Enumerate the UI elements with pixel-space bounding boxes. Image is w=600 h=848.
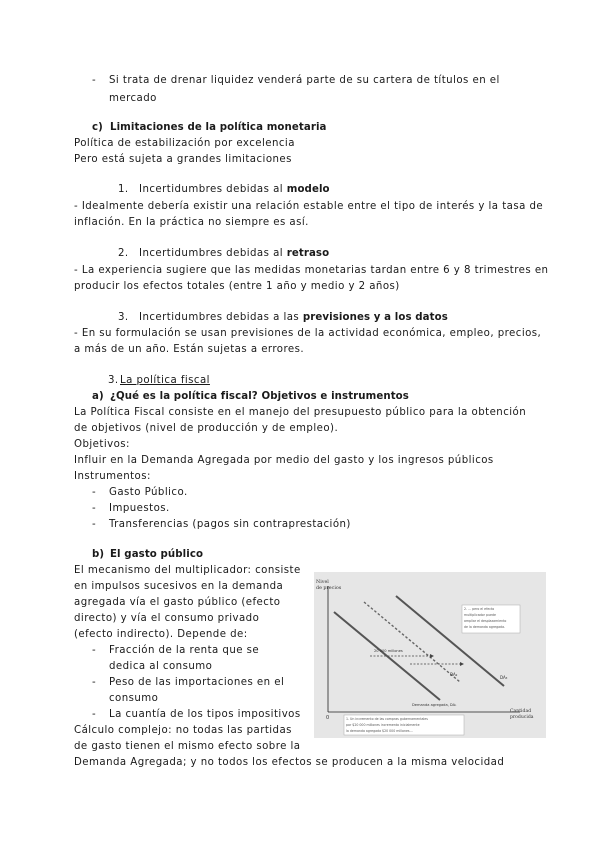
bullet-dash: -	[92, 519, 97, 530]
section-a-heading: ¿Qué es la política fiscal? Objetivos e instrumentos	[110, 391, 409, 402]
paragraph-line: (efecto indirecto). Depende de:	[74, 629, 248, 640]
aggregate-demand-figure	[314, 572, 546, 738]
bullet-dash: -	[92, 709, 97, 720]
curve-da3-label: DA₃	[500, 675, 508, 680]
item-heading-delay: Incertidumbres debidas al retraso	[139, 248, 330, 259]
paragraph-line: La Política Fiscal consiste en el manejo del presupuesto público para la obtención	[74, 407, 527, 418]
note-bottom-text: 1. Un incremento de las compras gubernamentales	[346, 717, 428, 721]
paragraph-line: - La experiencia sugiere que las medidas monetarias tardan entre 6 y 8 trimestres en	[74, 265, 549, 276]
y-axis-label: Nivel	[316, 580, 329, 585]
paragraph-line: - En su formulación se usan previsiones de la actividad económica, empleo, precios,	[74, 328, 542, 339]
factor-item: Fracción de la renta que se	[109, 645, 260, 656]
paragraph-line: producir los efectos totales (entre 1 año y medio y 2 años)	[74, 281, 400, 292]
note-top-text: multiplicador puede	[464, 613, 496, 617]
paragraph-line: inflación. En la práctica no siempre es así.	[74, 217, 309, 228]
bullet-dash: -	[92, 487, 97, 498]
paragraph-line: Pero está sujeta a grandes limitaciones	[74, 154, 292, 165]
x-axis-label: Cantidad	[510, 709, 532, 714]
paragraph-line: en impulsos sucesivos en la demanda	[74, 581, 284, 592]
curve-da2-label: DA₂	[450, 672, 458, 677]
arrow-head-icon	[430, 654, 434, 658]
paragraph-line: El mecanismo del multiplicador: consiste	[74, 565, 301, 576]
objectives-text: Influir en la Demanda Agregada por medio del gasto y los ingresos públicos	[74, 455, 494, 466]
item-number: 1.	[118, 184, 129, 195]
section-c-heading: Limitaciones de la política monetaria	[110, 122, 327, 133]
curve-da1-label: Demanda agregada, DA₁	[412, 703, 457, 707]
liquidity-text-line1: Si trata de drenar liquidez venderá parte de su cartera de títulos en el	[109, 75, 500, 86]
factor-item: La cuantía de los tipos impositivos	[109, 709, 301, 720]
instrument-item: Impuestos.	[109, 503, 170, 514]
section-c-letter: c)	[92, 122, 103, 133]
instrument-item: Transferencias (pagos sin contraprestación)	[109, 519, 351, 530]
bullet-dash: -	[92, 645, 97, 656]
paragraph-line: a más de un año. Están sujetas a errores.	[74, 344, 305, 355]
instrument-item: Gasto Público.	[109, 487, 188, 498]
origin-label: 0	[326, 715, 330, 721]
aggregate-demand-diagram	[314, 572, 546, 738]
objectives-label: Objetivos:	[74, 439, 130, 450]
note-bottom-text: por $20 000 millones incrementa inicialmente	[346, 723, 420, 727]
curve-da2	[364, 602, 460, 682]
bullet-dash: -	[92, 75, 97, 86]
paragraph-line: de gasto tienen el mismo efecto sobre la	[74, 741, 301, 752]
section-b-heading: El gasto público	[110, 549, 204, 560]
bullet-dash: -	[92, 677, 97, 688]
section-3-title: La política fiscal	[120, 375, 210, 386]
note-top-text: 2. ... pero el efecto	[464, 607, 495, 611]
factor-item: dedica al consumo	[109, 661, 213, 672]
note-top-text: ampliar el desplazamiento	[464, 619, 507, 623]
item-number: 2.	[118, 248, 129, 259]
section-a-letter: a)	[92, 391, 104, 402]
amount-label: 20 000 millones	[374, 649, 403, 653]
paragraph-line: directo) y vía el consumo privado	[74, 613, 260, 624]
paragraph-line: Cálculo complejo: no todas las partidas	[74, 725, 292, 736]
instruments-label: Instrumentos:	[74, 471, 151, 482]
arrow-head-icon	[460, 662, 464, 666]
paragraph-line: de objetivos (nivel de producción y de empleo).	[74, 423, 339, 434]
paragraph-line: - Idealmente debería existir una relación estable entre el tipo de interés y la tasa de	[74, 201, 544, 212]
y-axis-label: de precios	[316, 586, 342, 591]
factor-item: consumo	[109, 693, 159, 704]
x-axis-label: producida	[510, 715, 534, 720]
paragraph-line: Política de estabilización por excelencia	[74, 138, 295, 149]
paragraph-line: Demanda Agregada; y no todos los efectos se producen a la misma velocidad	[74, 757, 505, 768]
item-heading-forecasts: Incertidumbres debidas a las previsiones y a los datos	[139, 312, 448, 323]
liquidity-text-line2: mercado	[109, 93, 157, 104]
item-number: 3.	[118, 312, 129, 323]
note-bottom-text: la demanda agregada $20 000 millones...	[346, 729, 413, 733]
factor-item: Peso de las importaciones en el	[109, 677, 285, 688]
note-top-text: de la demanda agregada.	[464, 625, 506, 629]
section-3-number: 3.	[108, 375, 119, 386]
paragraph-line: agregada vía el gasto público (efecto	[74, 597, 281, 608]
section-b-letter: b)	[92, 549, 105, 560]
bullet-dash: -	[92, 503, 97, 514]
item-heading-model: Incertidumbres debidas al modelo	[139, 184, 330, 195]
